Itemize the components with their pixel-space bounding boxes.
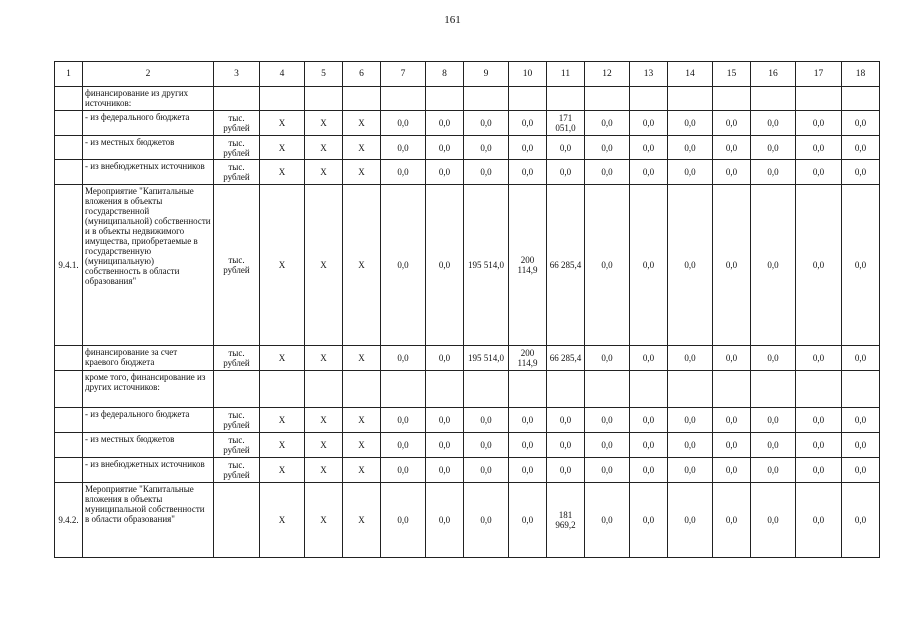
value-cell <box>260 371 305 408</box>
value-cell: 0,0 <box>585 408 630 433</box>
value-cell: 0,0 <box>751 408 796 433</box>
value-cell: 0,0 <box>842 111 880 136</box>
row-unit: тыс. рублей <box>214 160 260 185</box>
row-name: кроме того, финансирование из других источников: <box>83 371 214 408</box>
value-cell <box>668 371 713 408</box>
value-cell: 0,0 <box>381 185 426 346</box>
value-cell: 66 285,4 <box>547 346 585 371</box>
row-number <box>55 433 83 458</box>
value-cell: 0,0 <box>464 408 509 433</box>
row-number <box>55 346 83 371</box>
value-cell: 0,0 <box>585 433 630 458</box>
row-name: - из внебюджетных источников <box>83 458 214 483</box>
value-cell: 0,0 <box>751 483 796 558</box>
value-cell: 0,0 <box>547 408 585 433</box>
column-header-10: 10 <box>509 62 547 87</box>
column-header-17: 17 <box>796 62 842 87</box>
value-cell: 0,0 <box>796 483 842 558</box>
value-cell: 0,0 <box>713 136 751 160</box>
row-unit: тыс. рублей <box>214 111 260 136</box>
value-cell: 0,0 <box>426 136 464 160</box>
value-cell: 0,0 <box>630 433 668 458</box>
value-cell: X <box>343 160 381 185</box>
value-cell: 0,0 <box>630 483 668 558</box>
value-cell: 0,0 <box>713 483 751 558</box>
budget-table <box>54 61 880 558</box>
value-cell: 0,0 <box>426 346 464 371</box>
row-name: финансирование из других источников: <box>83 87 214 111</box>
value-cell: 0,0 <box>668 111 713 136</box>
row-name: Мероприятие "Капитальные вложения в объекты муниципальной собственности в области образования" <box>83 483 214 558</box>
value-cell: X <box>343 408 381 433</box>
value-cell: 66 285,4 <box>547 185 585 346</box>
value-cell: 0,0 <box>751 185 796 346</box>
value-cell: X <box>305 458 343 483</box>
value-cell <box>426 87 464 111</box>
value-cell: 0,0 <box>630 458 668 483</box>
value-cell: 0,0 <box>464 136 509 160</box>
value-cell <box>751 87 796 111</box>
value-cell: 0,0 <box>426 483 464 558</box>
value-cell: 0,0 <box>796 111 842 136</box>
value-cell: 0,0 <box>842 346 880 371</box>
value-cell: 0,0 <box>509 483 547 558</box>
value-cell <box>381 87 426 111</box>
value-cell <box>713 87 751 111</box>
value-cell: 0,0 <box>751 346 796 371</box>
value-cell: 0,0 <box>464 111 509 136</box>
value-cell <box>585 87 630 111</box>
value-cell <box>343 371 381 408</box>
value-cell: 0,0 <box>509 160 547 185</box>
value-cell: X <box>343 185 381 346</box>
value-cell: 0,0 <box>842 458 880 483</box>
row-name: финансирование за счет краевого бюджета <box>83 346 214 371</box>
value-cell: 0,0 <box>585 136 630 160</box>
value-cell: 0,0 <box>381 483 426 558</box>
column-header-7: 7 <box>381 62 426 87</box>
row-unit: тыс. рублей <box>214 136 260 160</box>
value-cell <box>842 87 880 111</box>
column-header-3: 3 <box>214 62 260 87</box>
value-cell: X <box>343 458 381 483</box>
value-cell: 0,0 <box>842 483 880 558</box>
value-cell: 0,0 <box>751 111 796 136</box>
value-cell: 0,0 <box>381 136 426 160</box>
table-row <box>55 371 880 408</box>
value-cell <box>305 87 343 111</box>
value-cell: 0,0 <box>585 111 630 136</box>
row-number <box>55 136 83 160</box>
value-cell <box>464 87 509 111</box>
table-row <box>55 160 880 185</box>
row-unit <box>214 87 260 111</box>
row-number <box>55 371 83 408</box>
value-cell: 0,0 <box>426 160 464 185</box>
column-header-6: 6 <box>343 62 381 87</box>
table-row <box>55 433 880 458</box>
value-cell: X <box>260 136 305 160</box>
value-cell: 0,0 <box>381 433 426 458</box>
value-cell: X <box>305 346 343 371</box>
value-cell: 0,0 <box>381 346 426 371</box>
value-cell: 0,0 <box>751 458 796 483</box>
value-cell: 0,0 <box>796 136 842 160</box>
value-cell: 0,0 <box>509 433 547 458</box>
value-cell: 0,0 <box>668 346 713 371</box>
row-number: 9.4.1. <box>55 185 83 346</box>
row-number <box>55 458 83 483</box>
value-cell: X <box>305 483 343 558</box>
value-cell: 0,0 <box>509 111 547 136</box>
value-cell: 0,0 <box>630 111 668 136</box>
value-cell <box>260 87 305 111</box>
value-cell: 0,0 <box>547 433 585 458</box>
value-cell: 0,0 <box>842 136 880 160</box>
row-unit: тыс. рублей <box>214 458 260 483</box>
value-cell: 0,0 <box>796 346 842 371</box>
value-cell: X <box>260 111 305 136</box>
row-unit: тыс. рублей <box>214 346 260 371</box>
value-cell <box>585 371 630 408</box>
value-cell: 0,0 <box>630 408 668 433</box>
value-cell: 0,0 <box>426 111 464 136</box>
value-cell: X <box>305 160 343 185</box>
value-cell: 0,0 <box>842 408 880 433</box>
value-cell: 0,0 <box>381 160 426 185</box>
value-cell: 0,0 <box>464 160 509 185</box>
value-cell: 0,0 <box>668 136 713 160</box>
value-cell: 0,0 <box>751 433 796 458</box>
value-cell <box>305 371 343 408</box>
value-cell: 0,0 <box>713 346 751 371</box>
column-header-5: 5 <box>305 62 343 87</box>
column-header-18: 18 <box>842 62 880 87</box>
value-cell: 200 114,9 <box>509 346 547 371</box>
value-cell <box>630 371 668 408</box>
value-cell: 0,0 <box>585 185 630 346</box>
row-name: - из местных бюджетов <box>83 136 214 160</box>
table-row <box>55 346 880 371</box>
table-row <box>55 87 880 111</box>
row-unit: тыс. рублей <box>214 433 260 458</box>
value-cell: X <box>260 433 305 458</box>
value-cell <box>668 87 713 111</box>
value-cell: 0,0 <box>796 185 842 346</box>
value-cell <box>713 371 751 408</box>
value-cell: 0,0 <box>464 433 509 458</box>
value-cell: X <box>305 111 343 136</box>
value-cell: 0,0 <box>464 483 509 558</box>
value-cell: 0,0 <box>426 185 464 346</box>
value-cell: 0,0 <box>547 160 585 185</box>
table-header-row <box>55 62 880 87</box>
row-unit: тыс. рублей <box>214 408 260 433</box>
column-header-15: 15 <box>713 62 751 87</box>
value-cell: 0,0 <box>713 458 751 483</box>
value-cell: 200 114,9 <box>509 185 547 346</box>
value-cell: X <box>260 483 305 558</box>
value-cell: X <box>260 458 305 483</box>
value-cell: X <box>305 136 343 160</box>
value-cell: 0,0 <box>842 160 880 185</box>
value-cell: 0,0 <box>842 185 880 346</box>
value-cell: 0,0 <box>630 160 668 185</box>
value-cell: 0,0 <box>426 433 464 458</box>
value-cell <box>751 371 796 408</box>
value-cell <box>796 371 842 408</box>
row-name: - из федерального бюджета <box>83 408 214 433</box>
value-cell <box>509 371 547 408</box>
value-cell: 0,0 <box>630 185 668 346</box>
value-cell: X <box>305 185 343 346</box>
value-cell: 0,0 <box>464 458 509 483</box>
value-cell: X <box>260 185 305 346</box>
value-cell: 0,0 <box>585 160 630 185</box>
value-cell: 0,0 <box>796 433 842 458</box>
value-cell: X <box>260 408 305 433</box>
column-header-11: 11 <box>547 62 585 87</box>
value-cell: 0,0 <box>381 111 426 136</box>
value-cell: 0,0 <box>751 136 796 160</box>
value-cell <box>464 371 509 408</box>
value-cell: 0,0 <box>668 483 713 558</box>
value-cell: 0,0 <box>381 458 426 483</box>
value-cell <box>547 87 585 111</box>
value-cell: 0,0 <box>796 458 842 483</box>
value-cell: X <box>343 111 381 136</box>
value-cell: 0,0 <box>585 346 630 371</box>
value-cell: 0,0 <box>668 458 713 483</box>
page-number: 161 <box>444 14 461 26</box>
value-cell <box>630 87 668 111</box>
value-cell: 0,0 <box>751 160 796 185</box>
value-cell <box>509 87 547 111</box>
value-cell <box>381 371 426 408</box>
value-cell: 0,0 <box>509 136 547 160</box>
value-cell <box>547 371 585 408</box>
value-cell: 0,0 <box>547 458 585 483</box>
value-cell: 0,0 <box>630 346 668 371</box>
value-cell: 0,0 <box>796 408 842 433</box>
value-cell: X <box>343 136 381 160</box>
value-cell: 195 514,0 <box>464 346 509 371</box>
value-cell: 0,0 <box>713 185 751 346</box>
row-number <box>55 160 83 185</box>
row-unit <box>214 371 260 408</box>
value-cell <box>842 371 880 408</box>
value-cell: 0,0 <box>796 160 842 185</box>
value-cell <box>796 87 842 111</box>
value-cell: 0,0 <box>668 433 713 458</box>
table-row <box>55 483 880 558</box>
row-unit: тыс. рублей <box>214 185 260 346</box>
row-name: - из федерального бюджета <box>83 111 214 136</box>
value-cell: 0,0 <box>713 111 751 136</box>
table-row <box>55 408 880 433</box>
value-cell: 0,0 <box>547 136 585 160</box>
column-header-8: 8 <box>426 62 464 87</box>
value-cell: 0,0 <box>668 408 713 433</box>
table-row <box>55 111 880 136</box>
row-number <box>55 87 83 111</box>
value-cell: 0,0 <box>585 483 630 558</box>
value-cell: 0,0 <box>426 458 464 483</box>
column-header-14: 14 <box>668 62 713 87</box>
value-cell: 0,0 <box>426 408 464 433</box>
value-cell <box>343 87 381 111</box>
value-cell: X <box>305 433 343 458</box>
row-name: - из внебюджетных источников <box>83 160 214 185</box>
row-name: - из местных бюджетов <box>83 433 214 458</box>
value-cell <box>426 371 464 408</box>
value-cell: 0,0 <box>668 185 713 346</box>
table-row <box>55 185 880 346</box>
value-cell: 0,0 <box>509 408 547 433</box>
value-cell: 195 514,0 <box>464 185 509 346</box>
column-header-1: 1 <box>55 62 83 87</box>
value-cell: X <box>260 346 305 371</box>
column-header-4: 4 <box>260 62 305 87</box>
column-header-2: 2 <box>83 62 214 87</box>
value-cell: 0,0 <box>668 160 713 185</box>
value-cell: X <box>343 346 381 371</box>
column-header-9: 9 <box>464 62 509 87</box>
value-cell: X <box>343 483 381 558</box>
value-cell: X <box>343 433 381 458</box>
value-cell: 0,0 <box>509 458 547 483</box>
value-cell: 0,0 <box>585 458 630 483</box>
column-header-13: 13 <box>630 62 668 87</box>
value-cell: X <box>305 408 343 433</box>
table-row <box>55 458 880 483</box>
value-cell: 0,0 <box>630 136 668 160</box>
row-number: 9.4.2. <box>55 483 83 558</box>
value-cell: 0,0 <box>713 160 751 185</box>
value-cell: 0,0 <box>713 408 751 433</box>
row-number <box>55 408 83 433</box>
column-header-16: 16 <box>751 62 796 87</box>
value-cell: X <box>260 160 305 185</box>
value-cell: 181 969,2 <box>547 483 585 558</box>
value-cell: 0,0 <box>842 433 880 458</box>
value-cell: 0,0 <box>713 433 751 458</box>
value-cell: 0,0 <box>381 408 426 433</box>
row-number <box>55 111 83 136</box>
value-cell: 171 051,0 <box>547 111 585 136</box>
row-name: Мероприятие "Капитальные вложения в объекты государственной (муниципальной) собственности и в объекты недвижимого имущества, приобретаемые в государственную (муниципальную) собственность в области образования" <box>83 185 214 346</box>
column-header-12: 12 <box>585 62 630 87</box>
table-row <box>55 136 880 160</box>
row-unit <box>214 483 260 558</box>
